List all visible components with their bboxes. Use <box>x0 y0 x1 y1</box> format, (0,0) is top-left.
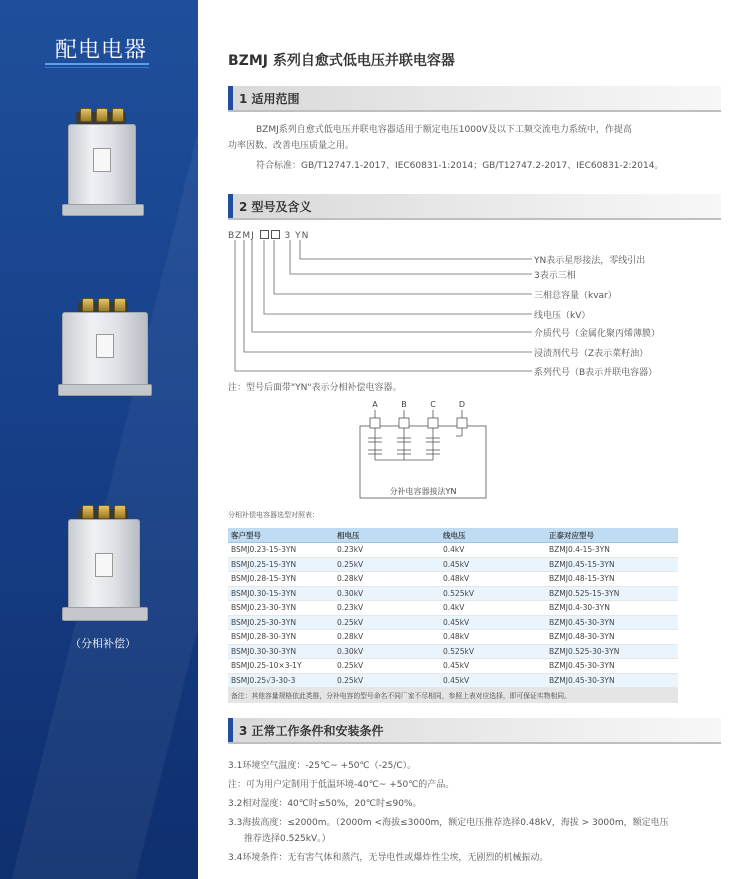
scope-paragraph-line2: 功率因数、改善电压质量之用。 <box>228 141 355 151</box>
table-cell: 0.28kV <box>334 572 440 587</box>
model-code-suffix: 3 YN <box>284 231 310 241</box>
terminal-label-b: B <box>401 400 407 409</box>
table-cell: BSMJ0.25-10×3-1Y <box>228 659 334 674</box>
table-cell: BSMJ0.30-15-3YN <box>228 586 334 601</box>
condition-line: 3.4环境条件：无有害气体和蒸汽，无导电性或爆炸性尘埃，无剧烈的机械振动。 <box>228 853 549 863</box>
circuit-caption: 分补电容器接法YN <box>389 487 457 496</box>
table-cell: 0.45kV <box>440 673 546 688</box>
terminal-label-a: A <box>372 400 378 409</box>
table-cell: 0.525kV <box>440 586 546 601</box>
selection-table <box>228 528 678 703</box>
table-caption: 分相补偿电容器选型对照表： <box>228 511 319 519</box>
table-row <box>228 659 678 674</box>
meaning-item: 系列代号（B表示并联电容器） <box>534 368 658 378</box>
condition-line: 3.3海拔高度：≤2000m。（2000m <海拔≤3000m，额定电压推荐选择0.48kV，海拔 > 3000m，额定电压 <box>228 818 669 828</box>
table-row <box>228 557 678 572</box>
condition-line: 推荐选择0.525kV。） <box>244 834 331 844</box>
main-content <box>198 0 750 879</box>
table-cell: 0.25kV <box>334 615 440 630</box>
table-cell: BSMJ0.23-15-3YN <box>228 543 334 558</box>
sidebar-underline-thin <box>45 67 149 68</box>
table-header: 正泰对应型号 <box>546 528 678 543</box>
table-cell: BZMJ0.48-30-3YN <box>546 630 678 645</box>
table-header: 线电压 <box>440 528 546 543</box>
table-cell: BZMJ0.45-30-3YN <box>546 673 678 688</box>
model-code-prefix: BZMJ <box>228 231 255 241</box>
table-cell: 0.45kV <box>440 557 546 572</box>
circuit-diagram <box>348 398 498 508</box>
table-cell: BZMJ0.45-30-3YN <box>546 615 678 630</box>
table-cell: 0.45kV <box>440 659 546 674</box>
table-header: 相电压 <box>334 528 440 543</box>
table-cell: 0.23kV <box>334 543 440 558</box>
sidebar-underline <box>45 63 149 65</box>
table-cell: 0.30kV <box>334 644 440 659</box>
table-row <box>228 673 678 688</box>
table-cell: BSMJ0.25-15-3YN <box>228 557 334 572</box>
meaning-item: YN表示星形接法，零线引出 <box>534 256 646 266</box>
section-heading-text: 1 适用范围 <box>239 92 300 106</box>
condition-line: 注：可为用户定制用于低温环境-40℃~ +50℃的产品。 <box>228 780 455 790</box>
meaning-item: 三相总容量（kvar） <box>534 291 617 301</box>
table-cell: BSMJ0.25√3-30-3 <box>228 673 334 688</box>
capacitor-image-3 <box>62 505 146 623</box>
table-cell: BZMJ0.4-15-3YN <box>546 543 678 558</box>
table-cell: 0.4kV <box>440 543 546 558</box>
sidebar-caption: （分相补偿） <box>70 637 136 650</box>
table-row <box>228 615 678 630</box>
section-heading-2 <box>228 194 721 218</box>
table-footnote-row <box>228 688 678 703</box>
table-row <box>228 586 678 601</box>
table-cell: BZMJ0.45-15-3YN <box>546 557 678 572</box>
model-note: 注：型号后面带"YN"表示分相补偿电容器。 <box>228 383 402 393</box>
table-cell: 0.28kV <box>334 630 440 645</box>
table-cell: 0.25kV <box>334 673 440 688</box>
table-row <box>228 543 678 558</box>
section-heading-text: 3 正常工作条件和安装条件 <box>239 724 384 738</box>
table-cell: BZMJ0.48-15-3YN <box>546 572 678 587</box>
table-cell: 0.23kV <box>334 601 440 616</box>
table-cell: BZMJ0.525-30-3YN <box>546 644 678 659</box>
table-footnote: 备注：其他容量规格依此类推，分补电容的型号命名不同厂家不尽相同，参照上表对应选择，即可保证实物相同。 <box>228 688 678 703</box>
table-cell: 0.45kV <box>440 615 546 630</box>
capacitor-image-1 <box>62 108 142 218</box>
table-cell: BSMJ0.28-30-3YN <box>228 630 334 645</box>
section-divider <box>228 218 721 220</box>
table-cell: 0.30kV <box>334 586 440 601</box>
table-cell: BZMJ0.525-15-3YN <box>546 586 678 601</box>
table-cell: BSMJ0.30-30-3YN <box>228 644 334 659</box>
table-cell: 0.48kV <box>440 572 546 587</box>
meaning-item: 线电压（kV） <box>534 311 591 321</box>
table-cell: 0.25kV <box>334 557 440 572</box>
meaning-item: 3表示三相 <box>534 271 576 281</box>
capacitor-image-2 <box>58 298 150 398</box>
sidebar <box>0 0 198 879</box>
table-cell: 0.525kV <box>440 644 546 659</box>
table-row <box>228 630 678 645</box>
table-row <box>228 572 678 587</box>
table-cell: 0.4kV <box>440 601 546 616</box>
table-cell: BZMJ0.4-30-3YN <box>546 601 678 616</box>
section-heading-text: 2 型号及含义 <box>239 200 312 214</box>
section-divider <box>228 742 721 744</box>
table-cell: 0.48kV <box>440 630 546 645</box>
condition-line: 3.1环境空气温度：-25℃~ +50℃（-25/C）。 <box>228 761 417 771</box>
section-heading-3 <box>228 718 721 742</box>
table-row <box>228 644 678 659</box>
sidebar-title: 配电电器 <box>55 38 148 63</box>
table-cell: BSMJ0.23-30-3YN <box>228 601 334 616</box>
table-cell: BSMJ0.25-30-3YN <box>228 615 334 630</box>
meaning-item: 介质代号（金属化聚丙烯薄膜） <box>534 329 661 339</box>
table-cell: 0.25kV <box>334 659 440 674</box>
table-row <box>228 601 678 616</box>
table-cell: BSMJ0.28-15-3YN <box>228 572 334 587</box>
table-cell: BZMJ0.45-30-3YN <box>546 659 678 674</box>
meaning-item: 浸渍剂代号（Z表示菜籽油） <box>534 349 649 359</box>
page-title: BZMJ 系列自愈式低电压并联电容器 <box>228 53 455 69</box>
section-heading-1 <box>228 86 721 110</box>
scope-paragraph-line1: BZMJ系列自愈式低电压并联电容器适用于额定电压1000V及以下工频交流电力系统中，作提高 <box>256 125 632 135</box>
terminal-label-c: C <box>430 400 436 409</box>
model-code-diagram <box>228 238 538 378</box>
section-divider <box>228 110 721 112</box>
terminal-label-d: D <box>458 400 466 409</box>
condition-line: 3.2相对湿度：40℃时≤50%，20℃时≤90%。 <box>228 799 422 809</box>
standards-paragraph: 符合标准：GB/T12747.1-2017、IEC60831-1:2014；GB/T12747.2-2017、IEC60831-2:2014。 <box>256 161 664 171</box>
table-header: 客户型号 <box>228 528 334 543</box>
